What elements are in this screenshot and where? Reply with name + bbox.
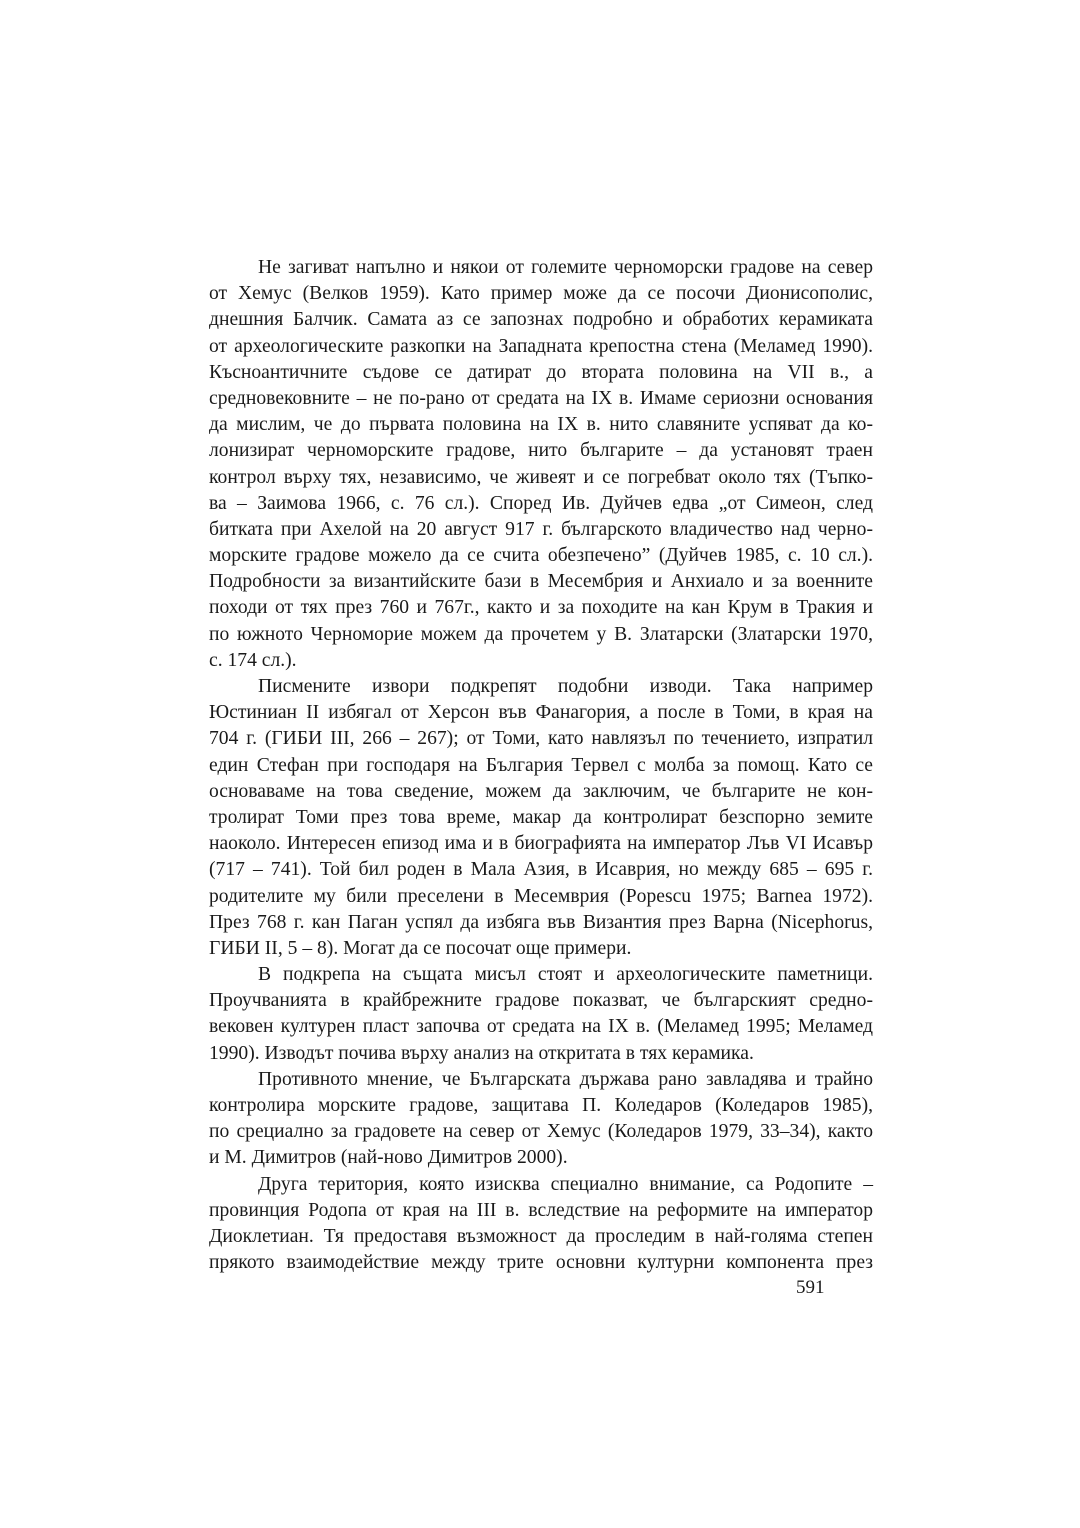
text-line: контрол върху тях, независимо, че живеят и се погребват около тях (Тъпко- [209,466,873,488]
text-line: Друга територия, която изисква специално внимание, са Родопите – [258,1173,873,1195]
text-line: и М. Димитров (най-ново Димитров 2000). [209,1147,568,1169]
text-line: лонизират черноморските градове, нито българите – да установят траен [209,440,873,462]
text-line: да мислим, че до първата половина на IX в. нито славяните успяват да ко- [209,414,873,436]
text-line: тролират Томи през това време, макар да контролират безспорно земите [209,806,873,828]
text-line: наоколо. Интересен епизод има и в биографията на император Лъв VI Исавър [209,833,873,855]
text-line: родителите му били преселени в Месемврия (Popescu 1975; Barnea 1972). [209,885,873,907]
text-line: контролира морските градове, защитава П. Коледаров (Коледаров 1985), [209,1095,873,1116]
text-line: 1990). Изводът почива върху анализ на откритата в тях керамика. [209,1042,754,1064]
body-text [209,255,873,1276]
text-line: прякото взаимодействие между трите основни културни компонента през [209,1252,873,1274]
text-line: ГИБИ II, 5 – 8). Могат да се посочат още примери. [209,937,632,959]
text-line: днешния Балчик. Самата аз се запознах подробно и обработих керамиката [209,309,873,331]
paragraph [209,962,873,1067]
text-line: с. 174 сл.). [209,649,297,671]
text-line: ва – Заимова 1966, с. 76 сл.). Според Ив. Дуйчев едва „от Симеон, след [209,492,873,514]
text-line: битката при Ахелой на 20 август 917 г. българското владичество над черно- [209,518,873,540]
text-line: Късноантичните съдове се датират до втората половина на VII в., а [209,361,873,383]
page-number: 591 [796,1277,825,1298]
text-line: Противното мнение, че Българската държава рано завладява и трайно [258,1068,873,1090]
paragraph [209,1067,873,1172]
text-line: походи от тях през 760 и 767г., както и за походите на кан Крум в Тракия и [209,597,873,619]
text-line: основаваме на това сведение, можем да заключим, че българите не кон- [209,780,873,802]
text-line: средновековните – не по-рано от средата на IX в. Имаме сериозни основания [209,387,873,409]
paragraph [209,1172,873,1277]
text-line: (717 – 741). Той бил роден в Мала Азия, в Исаврия, но между 685 – 695 г. [209,859,873,881]
text-line: Проучванията в крайбрежните градове показват, че българският средно- [209,990,873,1012]
text-line: През 768 г. кан Паган успял да избяга във Византия през Варна (Nicephorus, [209,911,873,933]
text-line: по южното Черноморие можем да прочетем у В. Златарски (Златарски 1970, [209,623,873,645]
text-line: Юстиниан II избягал от Херсон във Фанагория, а после в Томи, в края на [209,702,873,724]
text-line: от Хемус (Велков 1959). Като пример може да се посочи Дионисополис, [209,283,873,305]
paragraph [209,255,873,674]
text-line: Подробности за византийските бази в Месембрия и Анхиало и за военните [209,571,873,593]
text-line: вековен културен пласт започва от средата на IX в. (Меламед 1995; Меламед [209,1016,873,1038]
text-line: от археологическите разкопки на Западната крепостна стена (Меламед 1990). [209,335,873,357]
text-line: морските градове можело да се счита обезпечено” (Дуйчев 1985, с. 10 сл.). [209,545,873,567]
text-line: В подкрепа на същата мисъл стоят и археологическите паметници. [258,964,873,986]
text-line: един Стефан при господаря на България Тервел с молба за помощ. Като се [209,754,873,776]
text-line: 704 г. (ГИБИ III, 266 – 267); от Томи, като навлязъл по течението, изпратил [209,728,873,750]
text-line: Писмените извори подкрепят подобни изводи. Така например [258,676,873,697]
text-line: Не загиват напълно и някои от големите черноморски градове на север [258,257,873,278]
text-line: провинция Родопа от края на III в. вследствие на реформите на император [209,1199,873,1221]
text-line: по срециално за градовете на север от Хемус (Коледаров 1979, 33–34), както [209,1121,873,1143]
text-line: Диоклетиан. Тя предоставя възможност да проследим в най-голяма степен [209,1225,873,1247]
paragraph [209,674,873,962]
